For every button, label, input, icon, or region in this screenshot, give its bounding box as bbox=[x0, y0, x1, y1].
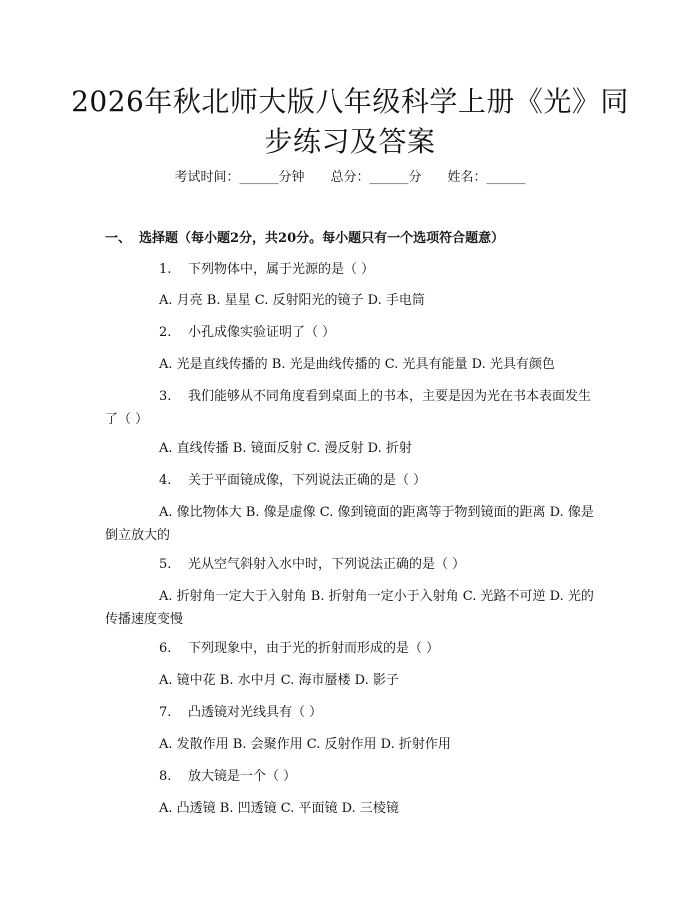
question-number: 5. bbox=[159, 557, 172, 572]
question-stem bbox=[105, 701, 599, 724]
question-text: 下列物体中，属于光源的是（ ） bbox=[187, 262, 375, 277]
section-heading bbox=[105, 229, 504, 249]
question-stem bbox=[105, 321, 599, 344]
question-text: 光从空气斜射入水中时，下列说法正确的是（ ） bbox=[187, 557, 466, 572]
question-options: A. 像比物体大 B. 像是虚像 C. 像到镜面的距离等于物到镜面的距离 D. 像是倒立放大的 bbox=[105, 505, 594, 543]
question-number: 1. bbox=[159, 262, 172, 277]
question-text: 凸透镜对光线具有（ ） bbox=[187, 705, 323, 720]
question-number: 7. bbox=[159, 705, 172, 720]
total-score-label: 总分：______分 bbox=[330, 170, 422, 185]
exam-meta bbox=[0, 168, 700, 188]
question-number: 3. bbox=[159, 389, 172, 404]
document-title: 2026年秋北师大版八年级科学上册《光》同步练习及答案 bbox=[71, 85, 629, 158]
question-options: A. 月亮 B. 星星 C. 反射阳光的镜子 D. 手电筒 bbox=[159, 293, 425, 308]
question-text: 下列现象中，由于光的折射而形成的是（ ） bbox=[187, 641, 440, 656]
section-number: 一、 bbox=[105, 231, 132, 246]
question-options: A. 发散作用 B. 会聚作用 C. 反射作用 D. 折射作用 bbox=[159, 737, 451, 752]
question-text: 关于平面镜成像，下列说法正确的是（ ） bbox=[187, 473, 427, 488]
question-stem bbox=[105, 765, 599, 788]
question-options: A. 凸透镜 B. 凹透镜 C. 平面镜 D. 三棱镜 bbox=[159, 801, 399, 816]
question-options: A. 直线传播 B. 镜面反射 C. 漫反射 D. 折射 bbox=[159, 441, 412, 456]
question-stem bbox=[105, 385, 599, 431]
question-text: 我们能够从不同角度看到桌面上的书本，主要是因为光在书本表面发生了（ ） bbox=[105, 389, 591, 427]
student-name-label: 姓名：______ bbox=[447, 170, 526, 185]
question-stem bbox=[105, 469, 599, 492]
question-number: 6. bbox=[159, 641, 172, 656]
question-options: A. 光是直线传播的 B. 光是曲线传播的 C. 光具有能量 D. 光具有颜色 bbox=[159, 357, 555, 372]
question-number: 4. bbox=[159, 473, 172, 488]
question-options: A. 折射角一定大于入射角 B. 折射角一定小于入射角 C. 光路不可逆 D. 光的传播速度变慢 bbox=[105, 589, 594, 627]
question-stem bbox=[105, 553, 599, 576]
section-title: 选择题（每小题2分，共20分。每小题只有一个选项符合题意） bbox=[139, 231, 505, 246]
exam-time-label: 考试时间：______分钟 bbox=[174, 170, 305, 185]
question-stem bbox=[105, 258, 599, 281]
question-text: 放大镜是一个（ ） bbox=[187, 769, 297, 784]
question-number: 8. bbox=[159, 769, 172, 784]
question-stem bbox=[105, 637, 599, 660]
question-number: 2. bbox=[159, 325, 172, 340]
question-options: A. 镜中花 B. 水中月 C. 海市蜃楼 D. 影子 bbox=[159, 673, 399, 688]
question-text: 小孔成像实验证明了（ ） bbox=[187, 325, 336, 340]
